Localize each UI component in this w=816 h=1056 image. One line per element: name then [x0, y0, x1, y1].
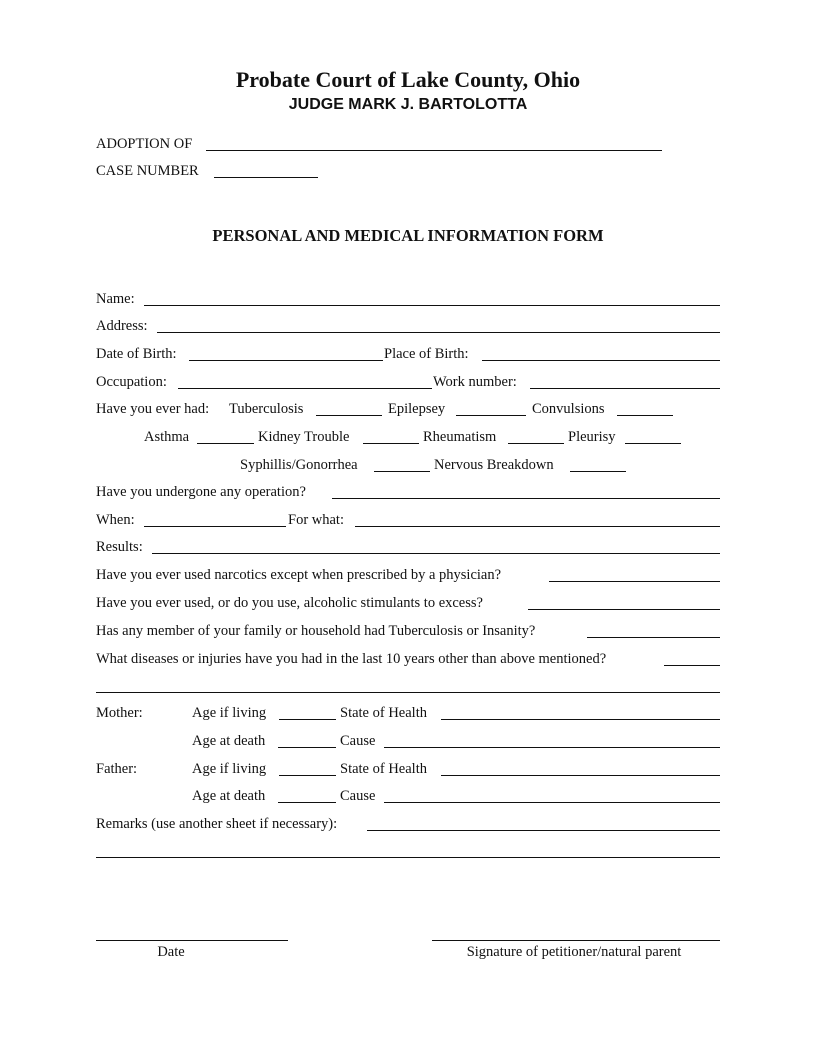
form-title: PERSONAL AND MEDICAL INFORMATION FORM — [212, 226, 604, 245]
epilepsey-label: Epilepsey — [388, 401, 446, 417]
for-what-label: For what: — [288, 512, 344, 528]
asthma-label: Asthma — [144, 429, 190, 445]
father-age-death-field[interactable] — [278, 802, 336, 803]
court-title: Probate Court of Lake County, Ohio — [235, 67, 581, 92]
narcotics-label: Have you ever used narcotics except when prescribed by a physician? — [96, 567, 502, 583]
father-age-death-label: Age at death — [192, 788, 266, 804]
father-label: Father: — [96, 761, 138, 777]
father-state-health-label: State of Health — [340, 761, 427, 777]
syphillis-field[interactable] — [374, 471, 430, 472]
tuberculosis-label: Tuberculosis — [229, 401, 304, 417]
tuberculosis-field[interactable] — [316, 415, 382, 416]
mother-cause-label: Cause — [340, 733, 376, 749]
adoption-of-field[interactable] — [206, 150, 662, 151]
name-label: Name: — [96, 291, 135, 307]
syphillis-label: Syphillis/Gonorrhea — [240, 457, 358, 473]
convulsions-label: Convulsions — [532, 401, 605, 417]
alcohol-field[interactable] — [528, 609, 720, 610]
nervous-label: Nervous Breakdown — [434, 457, 554, 473]
diseases-label: What diseases or injuries have you had in the last 10 years other than above mentioned? — [96, 651, 607, 667]
father-state-health-field[interactable] — [441, 775, 720, 776]
when-field[interactable] — [144, 526, 286, 527]
rheumatism-label: Rheumatism — [423, 429, 497, 445]
work-number-label: Work number: — [433, 374, 517, 390]
kidney-field[interactable] — [363, 443, 419, 444]
occupation-label: Occupation: — [96, 374, 167, 390]
signature-label: Signature of petitioner/natural parent — [466, 944, 682, 960]
remarks-label: Remarks (use another sheet if necessary): — [96, 816, 338, 832]
remarks-field[interactable] — [367, 830, 720, 831]
mother-state-health-label: State of Health — [340, 705, 427, 721]
adoption-of-label: ADOPTION OF — [96, 136, 193, 152]
results-label: Results: — [96, 539, 143, 555]
address-field[interactable] — [157, 332, 720, 333]
nervous-field[interactable] — [570, 471, 626, 472]
when-label: When: — [96, 512, 135, 528]
operation-field[interactable] — [332, 498, 720, 499]
for-what-field[interactable] — [355, 526, 720, 527]
rheumatism-field[interactable] — [508, 443, 564, 444]
diseases-field-line-2[interactable] — [96, 692, 720, 693]
mother-age-death-label: Age at death — [192, 733, 266, 749]
asthma-field[interactable] — [197, 443, 254, 444]
pob-field[interactable] — [482, 360, 720, 361]
petitioner-signature-line[interactable] — [432, 940, 720, 941]
dob-field[interactable] — [189, 360, 383, 361]
mother-state-health-field[interactable] — [441, 719, 720, 720]
work-number-field[interactable] — [530, 388, 720, 389]
results-field[interactable] — [152, 553, 720, 554]
operation-label: Have you undergone any operation? — [96, 484, 306, 500]
family-field[interactable] — [587, 637, 720, 638]
dob-label: Date of Birth: — [96, 346, 177, 362]
mother-cause-field[interactable] — [384, 747, 720, 748]
have-you-had-label: Have you ever had: — [96, 401, 210, 417]
father-cause-field[interactable] — [384, 802, 720, 803]
pleurisy-field[interactable] — [625, 443, 681, 444]
judge-name: JUDGE MARK J. BARTOLOTTA — [288, 96, 528, 113]
case-number-field[interactable] — [214, 177, 318, 178]
occupation-field[interactable] — [178, 388, 432, 389]
epilepsey-field[interactable] — [456, 415, 526, 416]
name-field[interactable] — [144, 305, 720, 306]
father-age-living-label: Age if living — [192, 761, 267, 777]
mother-age-living-field[interactable] — [279, 719, 336, 720]
family-label: Has any member of your family or household had Tuberculosis or Insanity? — [96, 623, 536, 639]
father-cause-label: Cause — [340, 788, 376, 804]
kidney-label: Kidney Trouble — [258, 429, 350, 445]
pleurisy-label: Pleurisy — [568, 429, 616, 445]
remarks-field-line-2[interactable] — [96, 857, 720, 858]
address-label: Address: — [96, 318, 148, 334]
narcotics-field[interactable] — [549, 581, 720, 582]
case-number-label: CASE NUMBER — [96, 163, 199, 179]
convulsions-field[interactable] — [617, 415, 673, 416]
mother-label: Mother: — [96, 705, 143, 721]
alcohol-label: Have you ever used, or do you use, alcoholic stimulants to excess? — [96, 595, 483, 611]
mother-age-death-field[interactable] — [278, 747, 336, 748]
date-signature-line[interactable] — [96, 940, 288, 941]
father-age-living-field[interactable] — [279, 775, 336, 776]
date-label: Date — [157, 944, 185, 960]
mother-age-living-label: Age if living — [192, 705, 267, 721]
pob-label: Place of Birth: — [384, 346, 469, 362]
diseases-field[interactable] — [664, 665, 720, 666]
